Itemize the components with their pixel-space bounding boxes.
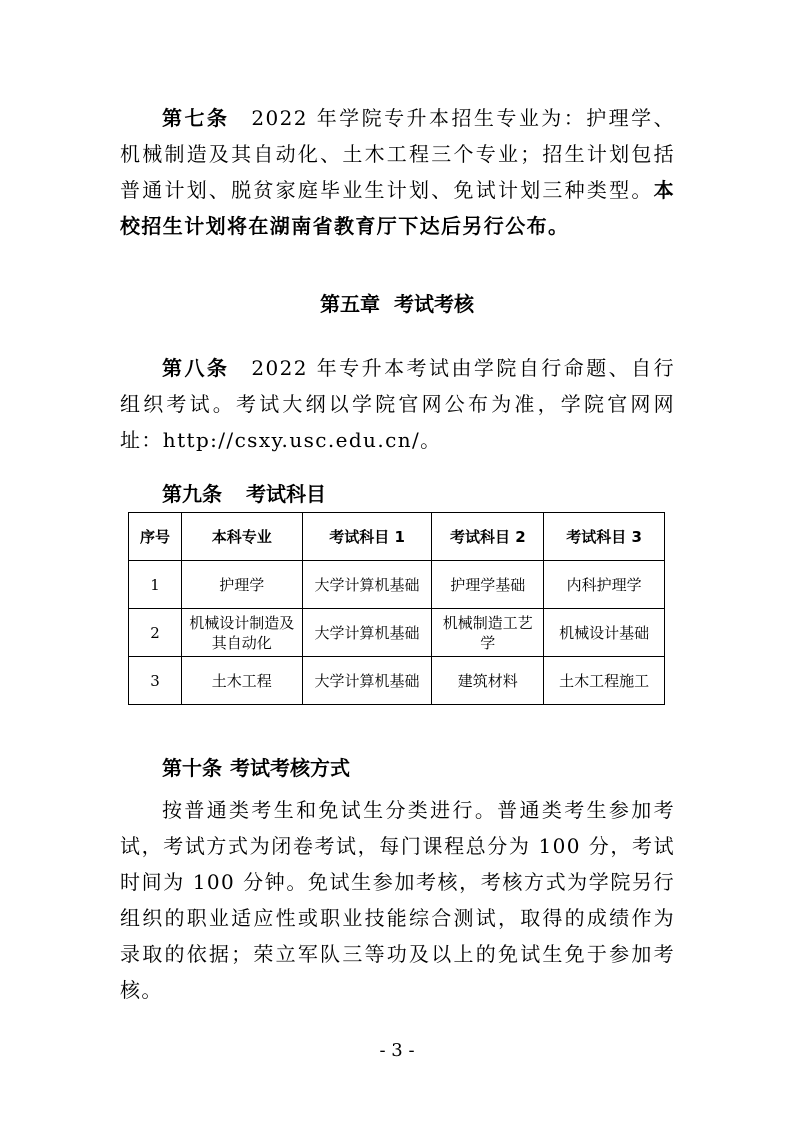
article-7-paragraph	[120, 100, 675, 244]
chapter-5-title: 考试考核	[394, 292, 474, 316]
article-10-heading	[162, 750, 350, 786]
page-number: - 3 -	[379, 1040, 415, 1061]
table-cell: 1	[129, 561, 182, 609]
article-10-label: 第十条	[162, 756, 222, 780]
table-cell: 护理学	[181, 561, 302, 609]
header-cell: 考试科目 1	[302, 513, 432, 561]
article-8-paragraph	[120, 350, 675, 458]
table-cell: 大学计算机基础	[302, 609, 432, 657]
table-cell: 机械制造工艺学	[432, 609, 544, 657]
chapter-5-heading	[0, 286, 794, 322]
table-cell: 3	[129, 657, 182, 705]
article-8-text: 2022 年专升本考试由学院自行命题、自行组织考试。考试大纲以学院官网公布为准，学院官网网址：http://csxy.usc.edu.cn/。	[120, 356, 676, 452]
header-cell: 考试科目 2	[432, 513, 544, 561]
header-cell: 序号	[129, 513, 182, 561]
article-9-heading	[162, 476, 326, 512]
table-header-row	[129, 513, 665, 561]
table-cell: 建筑材料	[432, 657, 544, 705]
article-10-title: 考试考核方式	[230, 756, 350, 780]
article-9-title: 考试科目	[246, 482, 326, 506]
table-cell: 2	[129, 609, 182, 657]
exam-subjects-table	[128, 512, 665, 705]
table-row	[129, 657, 665, 705]
article-8-label: 第八条	[162, 356, 230, 380]
article-7-label: 第七条	[162, 106, 230, 130]
table-cell: 机械设计基础	[544, 609, 665, 657]
table-cell: 土木工程施工	[544, 657, 665, 705]
article-7-bold-text: 本校招生计划将在湖南省教育厅下达后另行公布。	[120, 178, 675, 238]
article-10-paragraph: 按普通类考生和免试生分类进行。普通类考生参加考试，考试方式为闭卷考试，每门课程总分为 100 分，考试时间为 100 分钟。免试生参加考核，考核方式为学院另行组织的职业适应性或职业技能综合测试，取得的成绩作为录取的依据；荣立军队三等功及以上的免试生免于参加考核。	[120, 798, 675, 1002]
table-cell: 护理学基础	[432, 561, 544, 609]
header-cell: 本科专业	[181, 513, 302, 561]
table-cell: 大学计算机基础	[302, 561, 432, 609]
table-row	[129, 561, 665, 609]
table-row	[129, 609, 665, 657]
article-9-label: 第九条	[162, 482, 222, 506]
header-cell: 考试科目 3	[544, 513, 665, 561]
table-cell: 大学计算机基础	[302, 657, 432, 705]
table-cell: 土木工程	[181, 657, 302, 705]
article-7-text: 2022 年学院专升本招生专业为：护理学、机械制造及其自动化、土木工程三个专业；招生计划包括普通计划、脱贫家庭毕业生计划、免试计划三种类型。	[120, 106, 676, 202]
table-cell: 内科护理学	[544, 561, 665, 609]
chapter-5-number: 第五章	[320, 292, 380, 316]
table-cell: 机械设计制造及其自动化	[181, 609, 302, 657]
